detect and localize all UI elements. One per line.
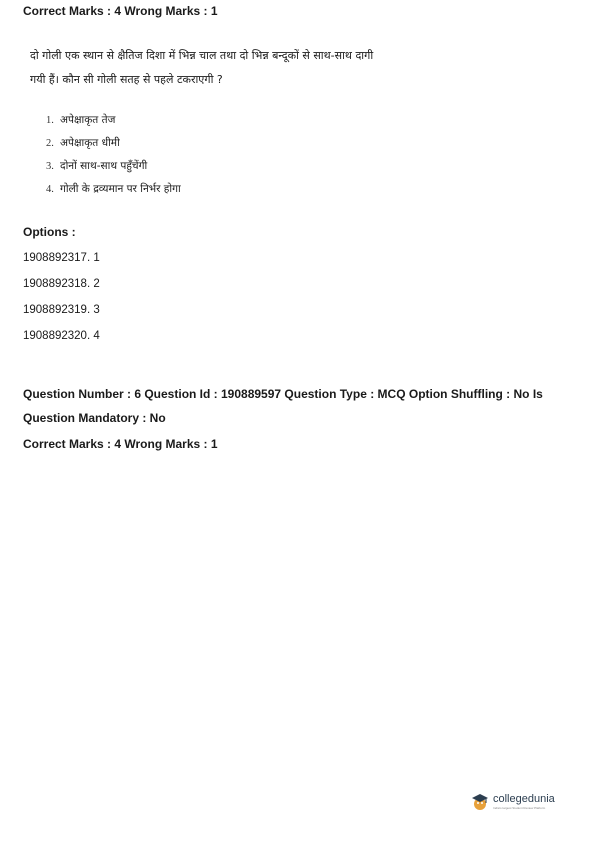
- answer-choice: [46, 113, 181, 136]
- question-meta-line-1: Question Number : 6 Question Id : 190889597 Question Type : MCQ Option Shuffling : No Is: [23, 387, 543, 401]
- option-row: 1908892320. 4: [23, 330, 100, 342]
- option-row: 1908892318. 2: [23, 278, 100, 290]
- answer-choice: [46, 182, 181, 205]
- answer-choice-list: [46, 113, 181, 205]
- choice-number: 2.: [46, 138, 54, 149]
- option-row: 1908892317. 1: [23, 252, 100, 264]
- choice-text: अपेक्षाकृत धीमी: [60, 137, 120, 149]
- brand-tagline: India's largest Student Review Platform: [493, 806, 546, 810]
- question-text-line-2: गयी हैं। कौन सी गोली सतह से पहले टकराएगी ?: [30, 73, 223, 86]
- marks-line: Correct Marks : 4 Wrong Marks : 1: [23, 4, 218, 18]
- question-text-line-1: दो गोली एक स्थान से क्षैतिज दिशा में भिन्न चाल तथा दो भिन्न बन्दूकों से साथ-साथ दागी: [30, 49, 374, 62]
- options-heading: Options :: [23, 225, 76, 239]
- choice-text: दोनों साथ-साथ पहुँचेंगी: [60, 160, 148, 172]
- marks-line: Correct Marks : 4 Wrong Marks : 1: [23, 437, 218, 451]
- graduation-cap-icon: [470, 792, 490, 812]
- choice-number: 4.: [46, 184, 54, 195]
- choice-number: 1.: [46, 115, 54, 126]
- brand-name: collegedunia: [493, 793, 555, 805]
- choice-number: 3.: [46, 161, 54, 172]
- question-meta-line-2: Question Mandatory : No: [23, 411, 166, 425]
- choice-text: अपेक्षाकृत तेज: [60, 114, 116, 126]
- answer-choice: [46, 159, 181, 182]
- answer-choice: [46, 136, 181, 159]
- collegedunia-logo: [470, 792, 555, 812]
- choice-text: गोली के द्रव्यमान पर निर्भर होगा: [60, 183, 181, 195]
- option-row: 1908892319. 3: [23, 304, 100, 316]
